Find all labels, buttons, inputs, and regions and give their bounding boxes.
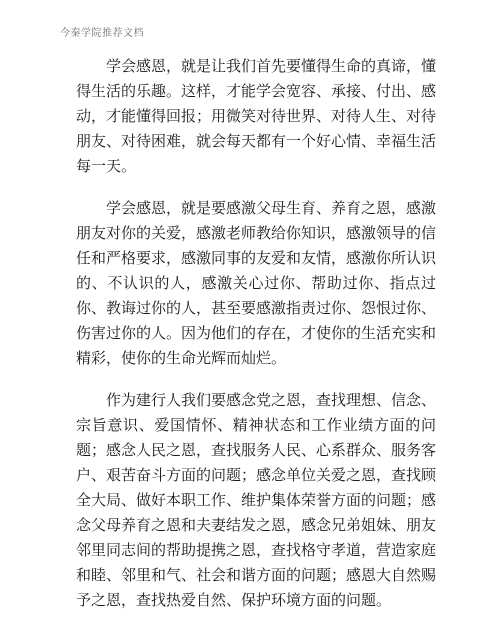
paragraph: 学会感恩，就是让我们首先要懂得生命的真谛，懂得生活的乐趣。这样，才能学会宽容、承接、付出、感动，才能懂得回报；用微笑对待世界、对待人生、对待朋友、对待困难，就会每天都有一个好心情、幸福生活每一天。 [76,57,437,175]
paragraph: 学会感恩，就是要感激父母生育、养育之恩，感激朋友对你的关爱，感激老师教给你知识，感激领导的信任和严格要求，感激同事的友爱和友情，感激你所认识的、不认识的人，感激关心过你、帮助过你、指点过你、教诲过你的人，甚至要感激指责过你、怨恨过你、伤害过你的人。因为他们的存在，才使你的生活充实和精彩，使你的生命光辉而灿烂。 [76,199,437,367]
document-header: 今秦学院推荐文档 [60,28,144,39]
document-body [76,54,436,630]
paragraph: 作为建行人我们要感念党之恩，查找理想、信念、宗旨意识、爱国情怀、精神状态和工作业绩方面的问题；感念人民之恩，查找服务人民、心系群众、服务客户、艰苦奋斗方面的问题；感念单位关爱之恩，查找顾全大局、做好本职工作、维护集体荣誉方面的问题；感念父母养育之恩和夫妻结发之恩，感念兄弟姐妹、朋友邻里同志间的帮助提携之恩，查找格守孝道，营造家庭和睦、邻里和气、社会和谐方面的问题；感恩大自然赐予之恩，查找热爱自然、保护环境方面的问题。 [76,391,437,609]
